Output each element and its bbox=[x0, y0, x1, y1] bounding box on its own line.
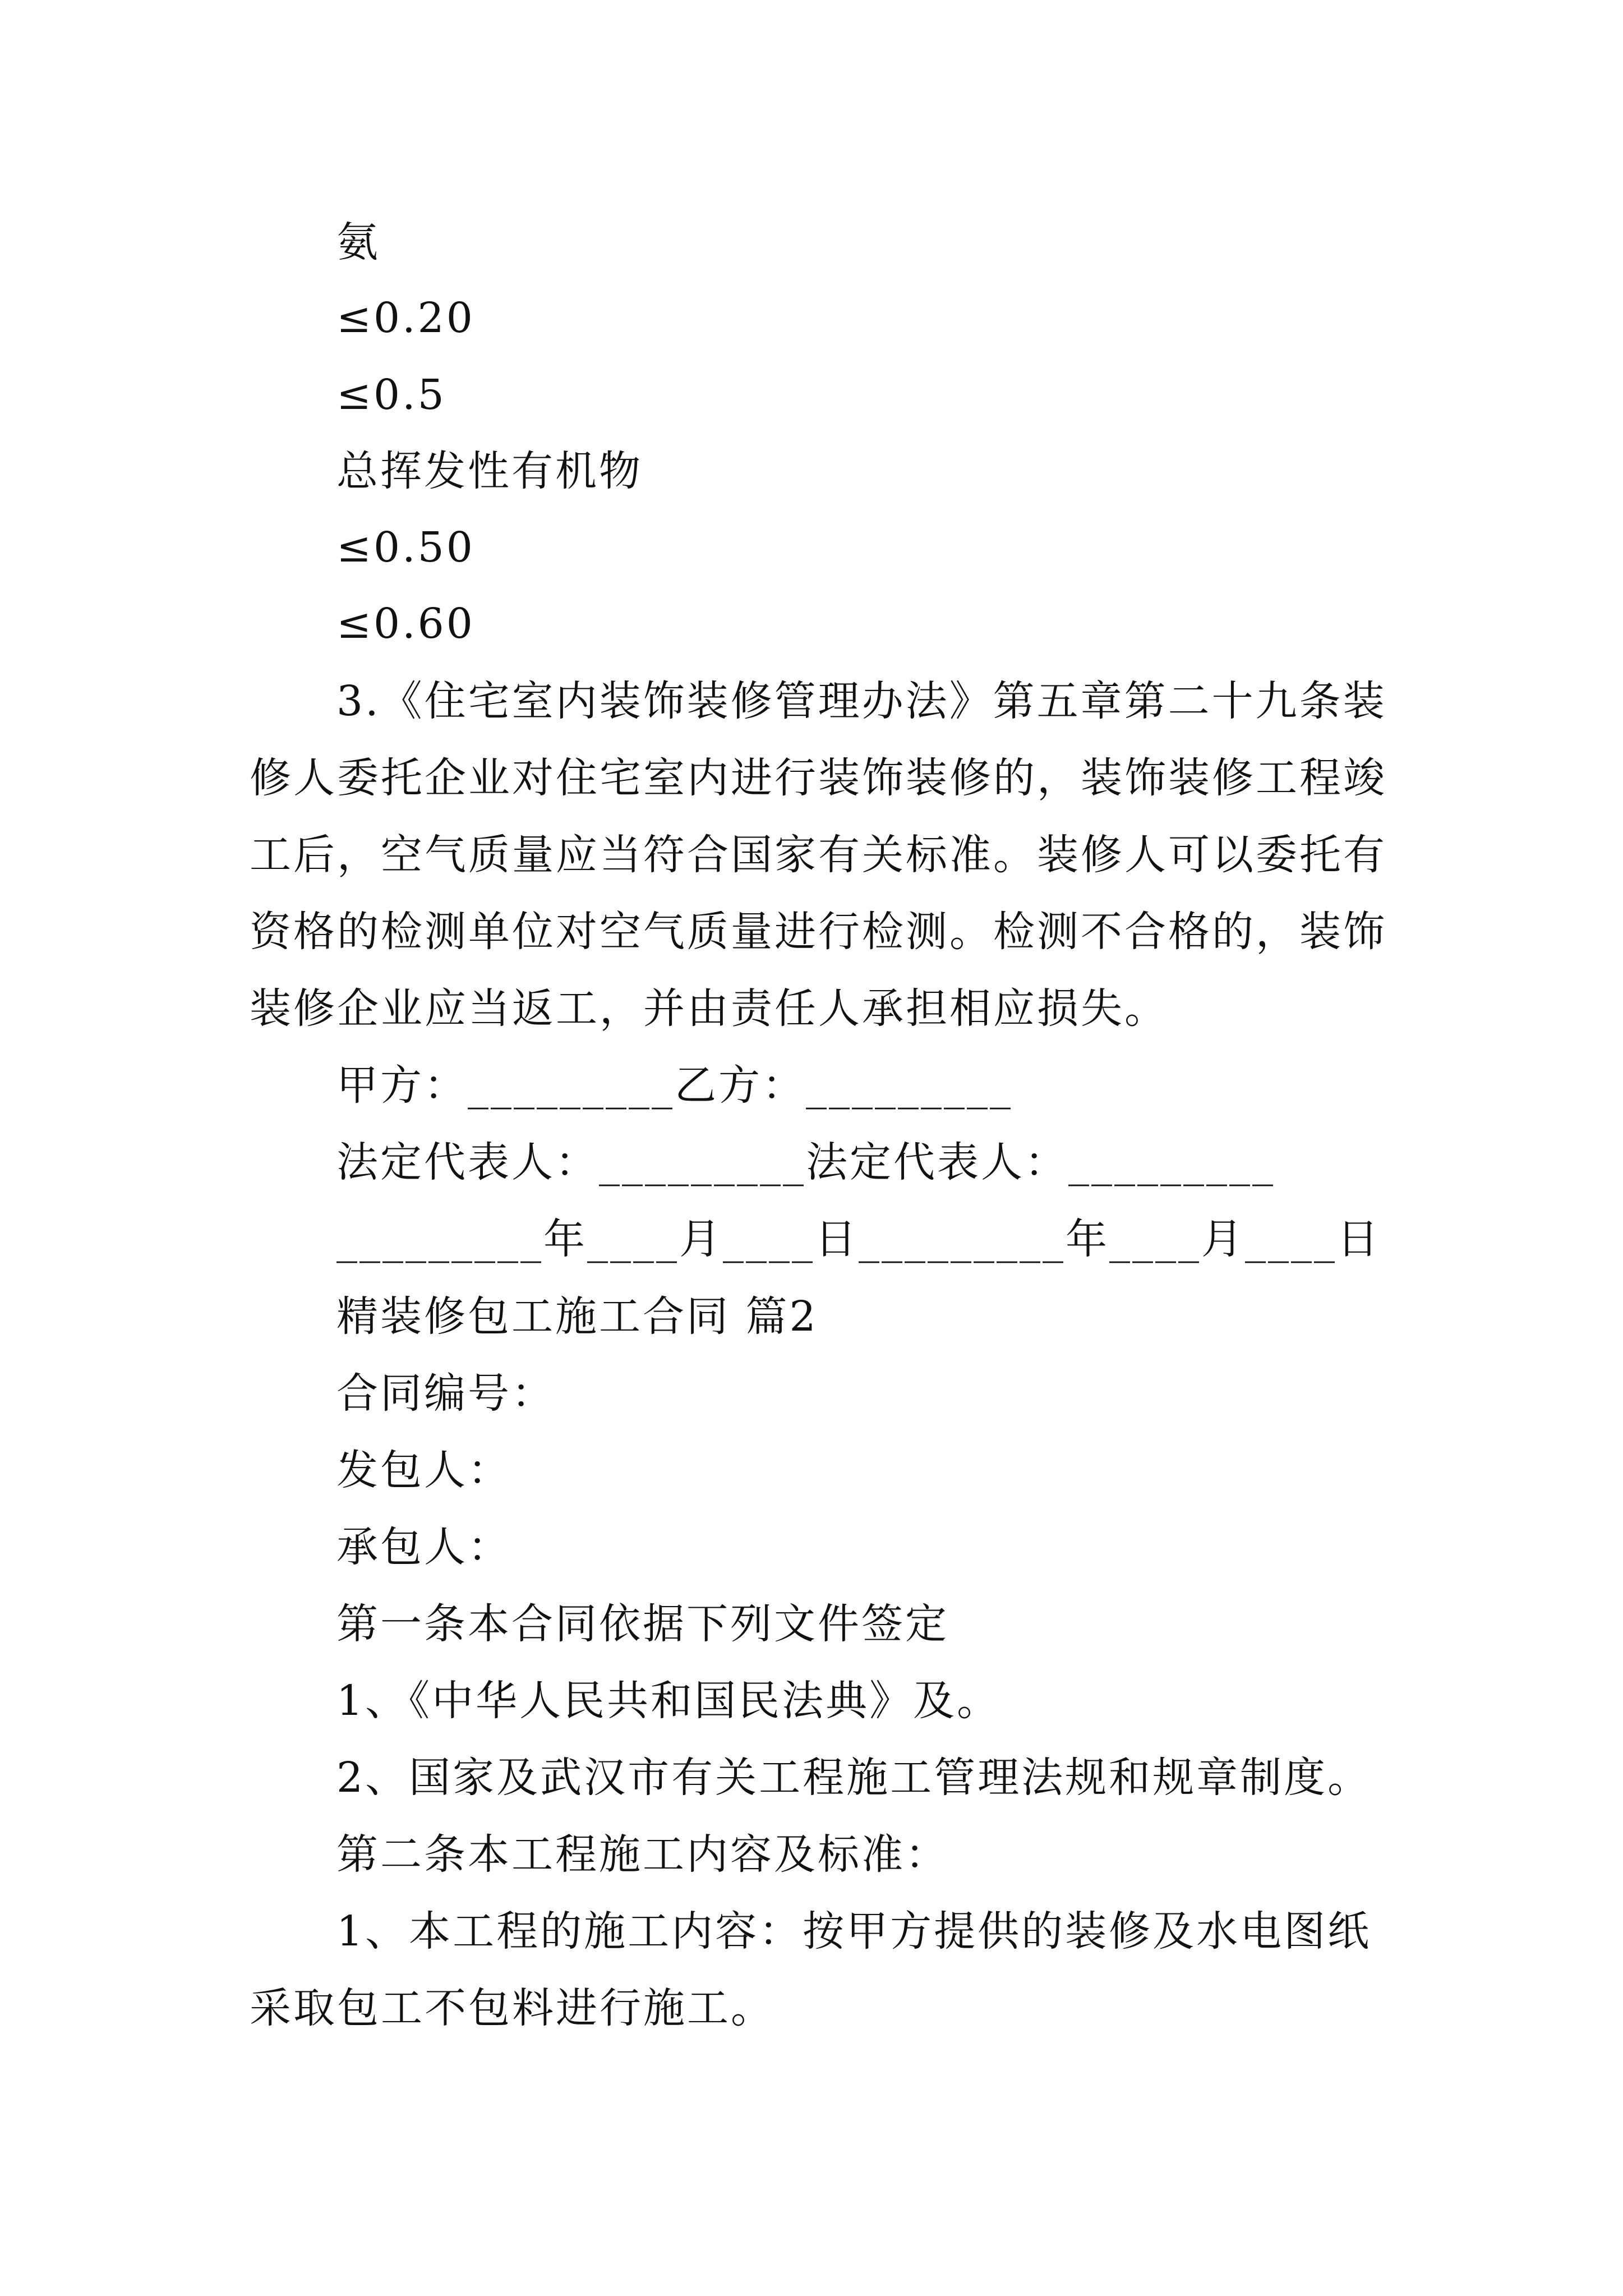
paragraph-line: 3.《住宅室内装饰装修管理办法》第五章第二十九条装 bbox=[336, 677, 1387, 725]
paragraph-line: 工后，空气质量应当符合国家有关标准。装修人可以委托有 bbox=[250, 831, 1387, 879]
article-heading: 第一条本合同依据下列文件签定 bbox=[336, 1600, 949, 1648]
list-item: 1、本工程的施工内容：按甲方提供的装修及水电图纸 bbox=[336, 1907, 1372, 1955]
paragraph-line: 资格的检测单位对空气质量进行检测。检测不合格的，装饰 bbox=[250, 908, 1387, 956]
signature-line-parties: 甲方：_________乙方：_________ bbox=[336, 1061, 1013, 1110]
list-item: 2、国家及武汉市有关工程施工管理法规和规章制度。 bbox=[336, 1754, 1372, 1802]
text-line-tvoc: 总挥发性有机物 bbox=[336, 447, 643, 495]
paragraph-line: 装修企业应当返工，并由责任人承担相应损失。 bbox=[250, 984, 1168, 1033]
text-line-limit: ≤0.20 bbox=[336, 294, 475, 342]
list-item: 1、《中华人民共和国民法典》及。 bbox=[336, 1677, 1001, 1725]
contractor-label: 承包人： bbox=[336, 1523, 511, 1571]
text-line-limit: ≤0.5 bbox=[336, 371, 446, 419]
text-line-ammonia: 氨 bbox=[336, 218, 380, 266]
signature-line-representatives: 法定代表人：_________法定代表人：_________ bbox=[336, 1138, 1275, 1186]
paragraph-line: 修人委托企业对住宅室内进行装饰装修的，装饰装修工程竣 bbox=[250, 754, 1387, 802]
contract-number-label: 合同编号： bbox=[336, 1369, 555, 1418]
text-line-limit: ≤0.60 bbox=[336, 600, 475, 648]
section-title: 精装修包工施工合同 篇2 bbox=[336, 1292, 818, 1341]
signature-line-dates: _________年____月____日_________年____月____日 bbox=[336, 1215, 1381, 1263]
article-heading: 第二条本工程施工内容及标准： bbox=[336, 1830, 949, 1879]
list-item-continuation: 采取包工不包料进行施工。 bbox=[250, 1984, 774, 2032]
employer-label: 发包人： bbox=[336, 1446, 511, 1494]
text-line-limit: ≤0.50 bbox=[336, 523, 475, 572]
